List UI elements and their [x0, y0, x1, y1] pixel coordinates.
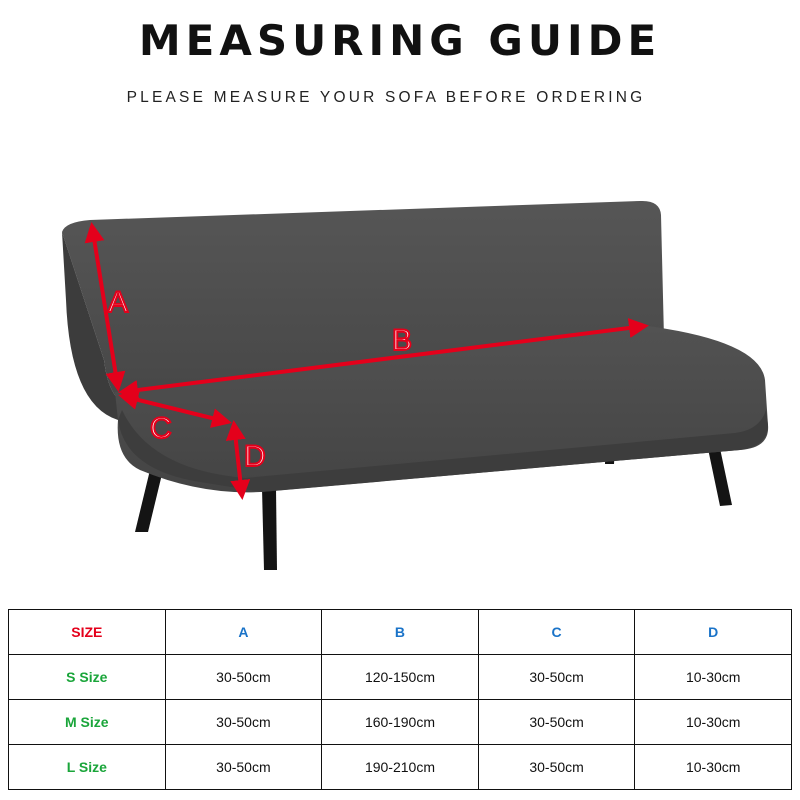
header-d: D	[635, 610, 792, 655]
header-a: A	[165, 610, 322, 655]
cell-d: 10-30cm	[635, 655, 792, 700]
size-table	[8, 609, 792, 790]
table-row	[9, 700, 792, 745]
table-row	[9, 745, 792, 790]
sofa-measurement-diagram	[0, 180, 800, 580]
header-c: C	[478, 610, 635, 655]
cell-c: 30-50cm	[478, 700, 635, 745]
label-a: A	[108, 286, 129, 319]
header-b: B	[322, 610, 479, 655]
table-header-row	[9, 610, 792, 655]
label-b: B	[392, 324, 413, 357]
label-d: D	[244, 440, 266, 473]
label-c: C	[150, 412, 172, 445]
cell-c: 30-50cm	[478, 745, 635, 790]
table-row	[9, 655, 792, 700]
row-label: L Size	[9, 745, 166, 790]
cell-b: 160-190cm	[322, 700, 479, 745]
cell-a: 30-50cm	[165, 700, 322, 745]
cell-c: 30-50cm	[478, 655, 635, 700]
sofa-leg-front	[262, 488, 277, 570]
cell-a: 30-50cm	[165, 655, 322, 700]
row-label: S Size	[9, 655, 166, 700]
page-title: MEASURING GUIDE	[138, 16, 662, 65]
cell-b: 190-210cm	[322, 745, 479, 790]
header-size: SIZE	[9, 610, 166, 655]
row-label: M Size	[9, 700, 166, 745]
sofa-leg-left	[135, 470, 163, 532]
cell-d: 10-30cm	[635, 700, 792, 745]
cell-d: 10-30cm	[635, 745, 792, 790]
cell-b: 120-150cm	[322, 655, 479, 700]
cell-a: 30-50cm	[165, 745, 322, 790]
page-subtitle: PLEASE MEASURE YOUR SOFA BEFORE ORDERING	[126, 89, 646, 106]
